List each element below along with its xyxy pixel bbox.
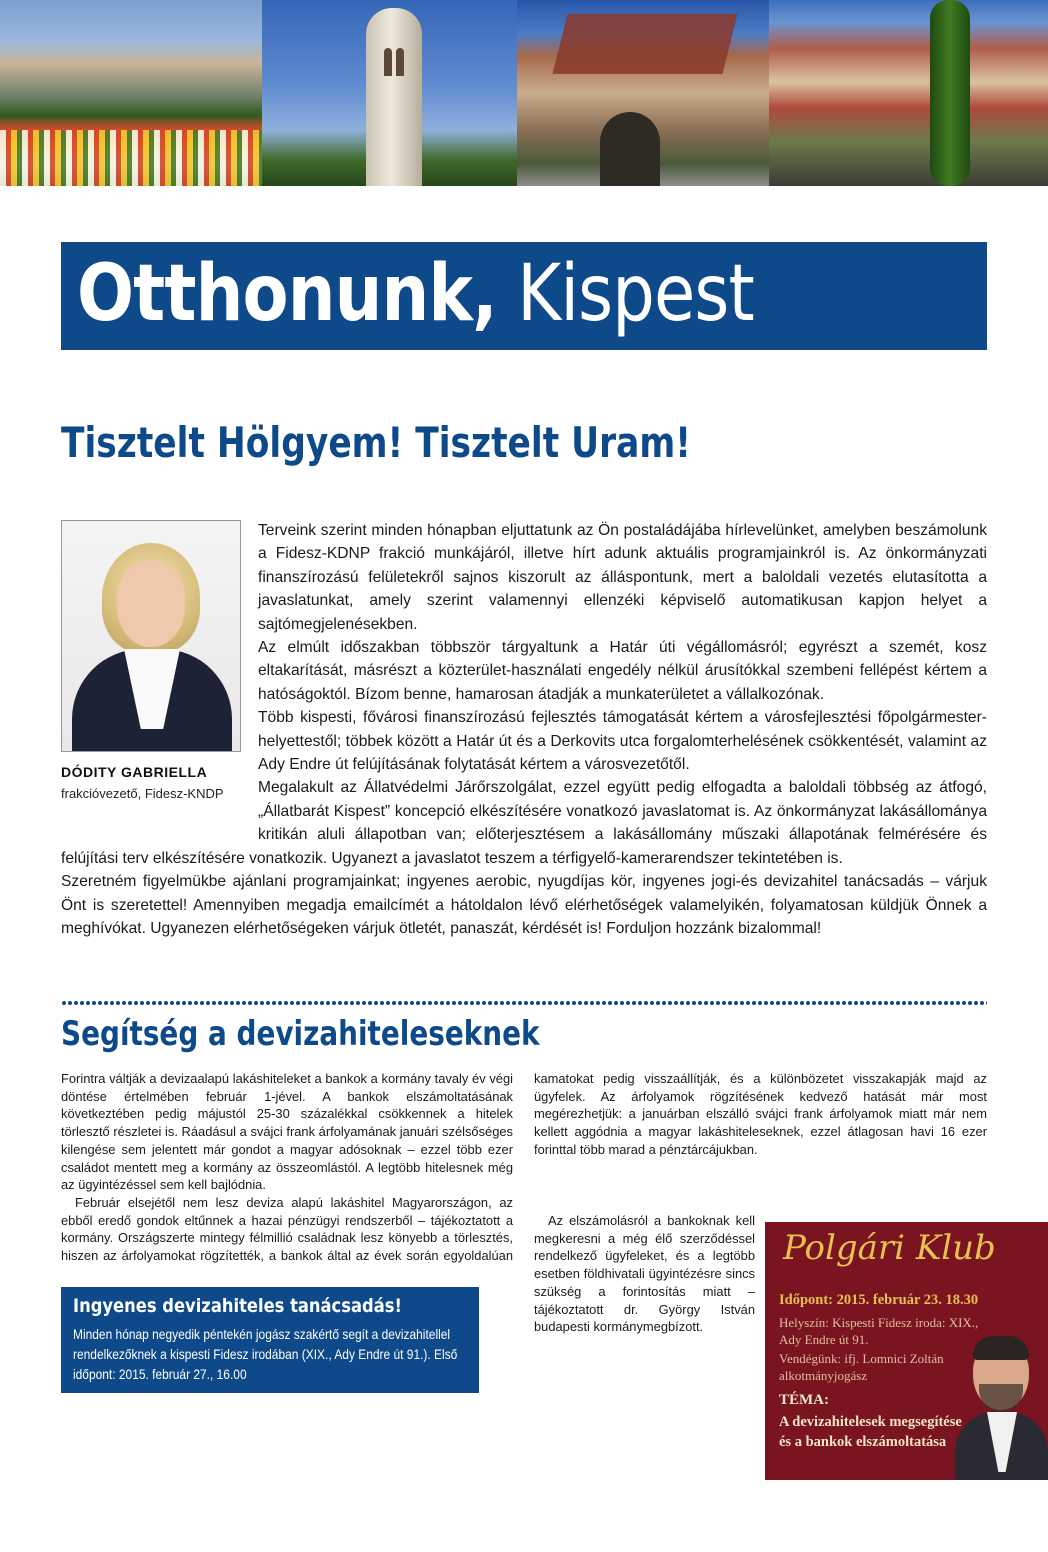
author-portrait	[61, 520, 241, 752]
guest-portrait	[955, 1322, 1048, 1480]
letter-paragraph: Több kispesti, fővárosi finanszírozású fejlesztés támogatását kértem a városfejlesztési főpolgármester-helyettestől; többek között a Határ út és a Derkovits utca forgalomterhelésének csökkentését, valamint az Ady Endre út felújításának folytatását kértem a városvezetőtől.	[258, 709, 987, 774]
klub-topic: A devizahitelesek megsegítése és a bankok elszámoltatása	[779, 1414, 962, 1450]
article-paragraph: Forintra váltják a devizaalapú lakáshiteleket a bankok a kormány tavaly év végi döntése értelmében február 1-jével. A bankok elszámoltatásának következtében pedig májustól 25-30 százalékkal csökkennek a hitelek törlesztő részletei is. Ráadásul a svájci frank árfolyamának januári szélsőséges kilengése sem jelentett már gondot a magyar adósoknak – ezzel több ezer családot mentett meg a kormány az összeomlástól. A legtöbb hitelesnek még az ügyintézéssel sem kell bajlódnia.	[61, 1071, 513, 1193]
title-banner	[61, 242, 987, 350]
section-title: Segítség a devizahiteleseknek	[61, 1014, 540, 1054]
letter-paragraph: Megalakult az Állatvédelmi Járőrszolgálat, ezzel együtt pedig elfogadta a baloldali többség az átfogó, „Állatbarát Kispest” koncepció elkészítésére vonatkozó javaslatomat is. Az önkormányzat lakásállománya kritikán aluli állapotban van; előterjesztésem a lakásállomány műszaki állapotának felmérésére és felújítási terv elkészítésére vonatkozik. Ugyanezt a javaslatot teszem a térfigyelő-kamerarendszer tekintetében is.	[61, 779, 987, 867]
letter-paragraph: Szeretném figyelmükbe ajánlani programjainkat; ingyenes aerobic, nyugdíjas kör, ingyenes jogi-és devizahitel tanácsadás – várjuk Önt is szeretettel! Amennyiben megadja emailcímét a hátoldalon lévő elérhetőségek valamelyikén, folyamatosan küldjük Önnek a meghívókat. Ugyanezen elérhetőségeken várjuk ötletét, panaszát, kérdését is! Forduljon hozzánk bizalommal!	[61, 873, 987, 937]
article-paragraph-continuation: kamatokat pedig visszaállítják, és a különbözetet visszakapják majd az ügyfelek. Az árfolyamok rögzítésének kedvező hatását már most megérezhetjük: a januárban elszálló svájci frank árfolyamok miatt már nem kellett aggódnia a magyar lakáshiteleseknek, ezzel átlagosan havi 16 ezer forinttal több marad a pénztárcájukban.	[534, 1070, 987, 1157]
letter-paragraph: Az elmúlt időszakban többször tárgyaltunk a Határ úti végállomásról; egyrészt a szemét, kosz eltakarítását, másrészt a közterület-használati engedély nélkül árusítókkal szembeni fellépést kértem a hatóságoktól. Bízom benne, hamarosan átadják a munkaterületet a vállalkozónak.	[258, 639, 987, 703]
author-name: DÓDITY GABRIELLA	[61, 764, 208, 780]
tree-shape	[930, 0, 970, 186]
polgari-klub-box	[765, 1222, 1048, 1480]
guest-beard	[979, 1384, 1023, 1412]
banner-title-light: Kispest	[517, 249, 754, 339]
article-paragraph: Február elsejétől nem lesz deviza alapú lakáshitel Magyarországon, az ebből eredő gondok eltűnnek a hazai pénzügyi rendszerből – tájékoztatott a kormány. Országszerte mintegy félmillió családnak lesz könyebb a törlesztés, hiszen az árfolyamokat rögzítették, a bankok által az évek során egyoldalúan	[61, 1194, 513, 1264]
letter-paragraph: Terveink szerint minden hónapban eljuttatunk az Ön postaládájába hírlevelünket, amelyben beszámolunk a Fidesz-KDNP frakció munkájáról, illetve hírt adunk aktuális programjainkról is. Az önkormányzati finanszírozású felületekről sajnos kiszorult az álláspontunk, mert a baloldali vezetés elutasította a javaslatunkat, amely szerint valamennyi ellenzéki képviselő automatikusan kapjon helyet a sajtómegjelenésekben.	[258, 522, 987, 633]
article-column-1	[61, 1070, 513, 1266]
greeting-heading: Tisztelt Hölgyem! Tisztelt Uram!	[61, 418, 691, 467]
klub-title: Polgári Klub	[783, 1228, 996, 1268]
header-photo-strip	[0, 0, 1048, 186]
portrait-face	[117, 561, 185, 647]
klub-place: Helyszín: Kispesti Fidesz iroda: XIX., Ady Endre út 91.	[779, 1315, 979, 1347]
free-advice-box	[61, 1287, 479, 1393]
article-paragraph-continued	[534, 1070, 987, 1212]
photo-street-houses	[769, 0, 1048, 186]
banner-title-bold: Otthonunk,	[77, 249, 497, 339]
gateway-arch-shape	[600, 112, 660, 186]
klub-guest: Vendégünk: ifj. Lomnici Zoltán alkotmányjogász	[779, 1351, 944, 1383]
klub-date: Időpont: 2015. február 23. 18.30	[779, 1292, 979, 1308]
church-tower-shape	[366, 8, 422, 186]
advice-box-text: Minden hónap negyedik péntekén jogász szakértő segít a devizahitellel rendelkezőknek a kispesti Fidesz irodában (XIX., Ady Endre út 91.). Első időpont: 2015. február 27., 16.00	[73, 1327, 458, 1382]
banner-title	[77, 248, 754, 340]
flowers-decoration	[0, 130, 262, 186]
dotted-divider	[61, 1000, 987, 1006]
article-paragraph: Az elszámolásról a bankoknak kell megkeresni a még élő szerződéssel rendelkező ügyfeleket, és a legtöbb esetben földhivatali ügyintézésre sincs szükség a forintosítás miatt – tájékoztatott dr. György István budapesti kormánymegbízott.	[534, 1213, 755, 1335]
roof-shape	[553, 14, 738, 74]
guest-hair	[973, 1336, 1029, 1360]
klub-tema-label: TÉMA:	[779, 1392, 829, 1408]
author-role: frakcióvezető, Fidesz-KNDP	[61, 786, 224, 801]
advice-box-title: Ingyenes devizahiteles tanácsadás!	[73, 1295, 402, 1317]
